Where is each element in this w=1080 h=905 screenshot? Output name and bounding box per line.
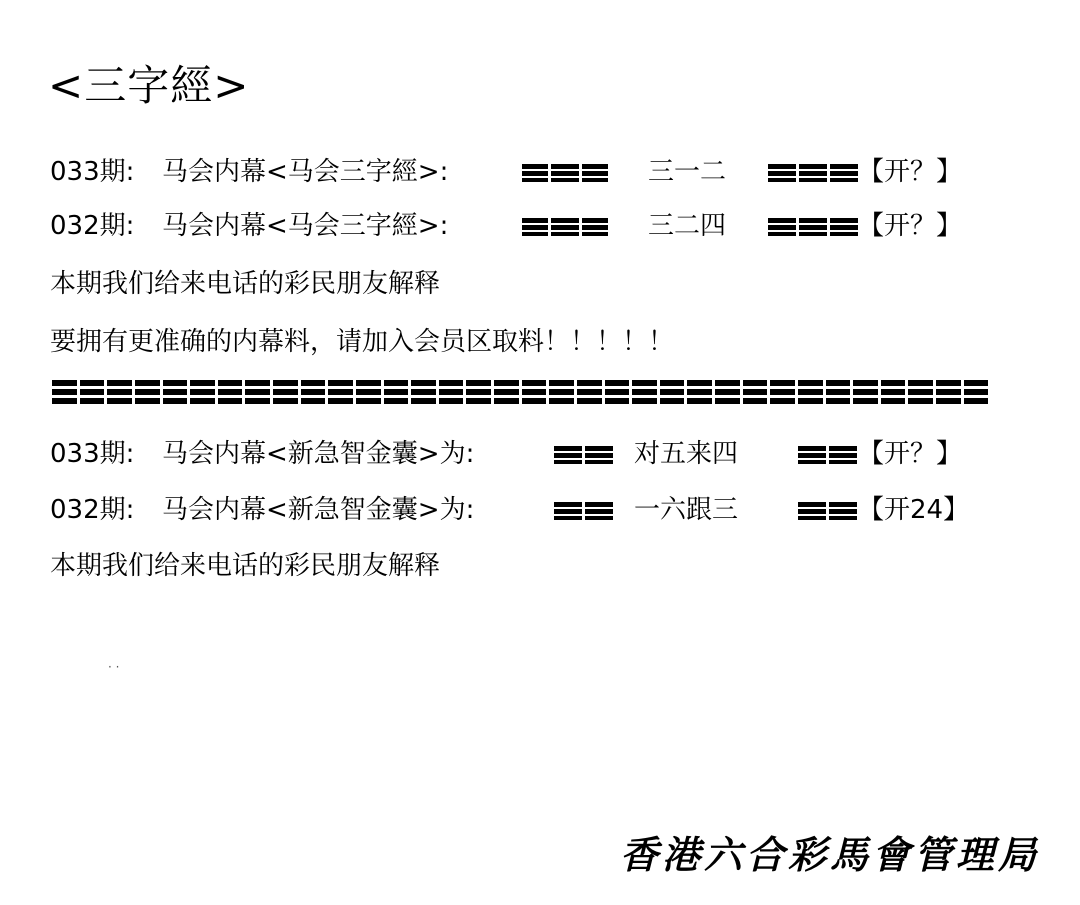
bar-group-right <box>768 164 858 182</box>
list-item <box>50 152 990 192</box>
issue-number: 032期: <box>50 495 135 525</box>
issue-number: 033期: <box>50 439 135 469</box>
list-item <box>50 434 990 474</box>
row-content: 一六跟三 <box>634 495 739 525</box>
row-result: 【开？】 <box>858 211 963 241</box>
row-content: 三二四 <box>648 211 727 241</box>
bar-group-left <box>554 446 613 464</box>
footer-signature: 香港六合彩馬會管理局 <box>620 832 1041 877</box>
list-item <box>50 490 990 530</box>
row-content: 对五来四 <box>634 439 739 469</box>
issue-number: 032期: <box>50 211 135 241</box>
row-result: 【开？】 <box>858 157 963 187</box>
note-text: 本期我们给来电话的彩民朋友解释 <box>50 551 441 581</box>
bar-group-right <box>798 446 857 464</box>
divider <box>52 380 988 406</box>
row-result: 【开24】 <box>858 495 970 525</box>
bar-group-left <box>554 502 613 520</box>
bar-group-right <box>768 218 858 236</box>
row-label: 马会内幕<新急智金囊>为: <box>162 439 475 469</box>
bar-group-right <box>798 502 857 520</box>
promo-text: 要拥有更准确的内幕料，请加入会员区取料！！！！！ <box>50 327 675 357</box>
issue-number: 033期: <box>50 157 135 187</box>
list-item <box>50 206 990 246</box>
page-title: <三字經> <box>48 61 250 110</box>
row-label: 马会内幕<马会三字經>: <box>162 211 449 241</box>
row-label: 马会内幕<马会三字經>: <box>162 157 449 187</box>
scan-dots: · · <box>108 660 120 674</box>
row-content: 三一二 <box>648 157 727 187</box>
bar-group-left <box>522 218 608 236</box>
note-text: 本期我们给来电话的彩民朋友解释 <box>50 269 441 299</box>
bar-group-left <box>522 164 608 182</box>
row-label: 马会内幕<新急智金囊>为: <box>162 495 475 525</box>
row-result: 【开？】 <box>858 439 963 469</box>
